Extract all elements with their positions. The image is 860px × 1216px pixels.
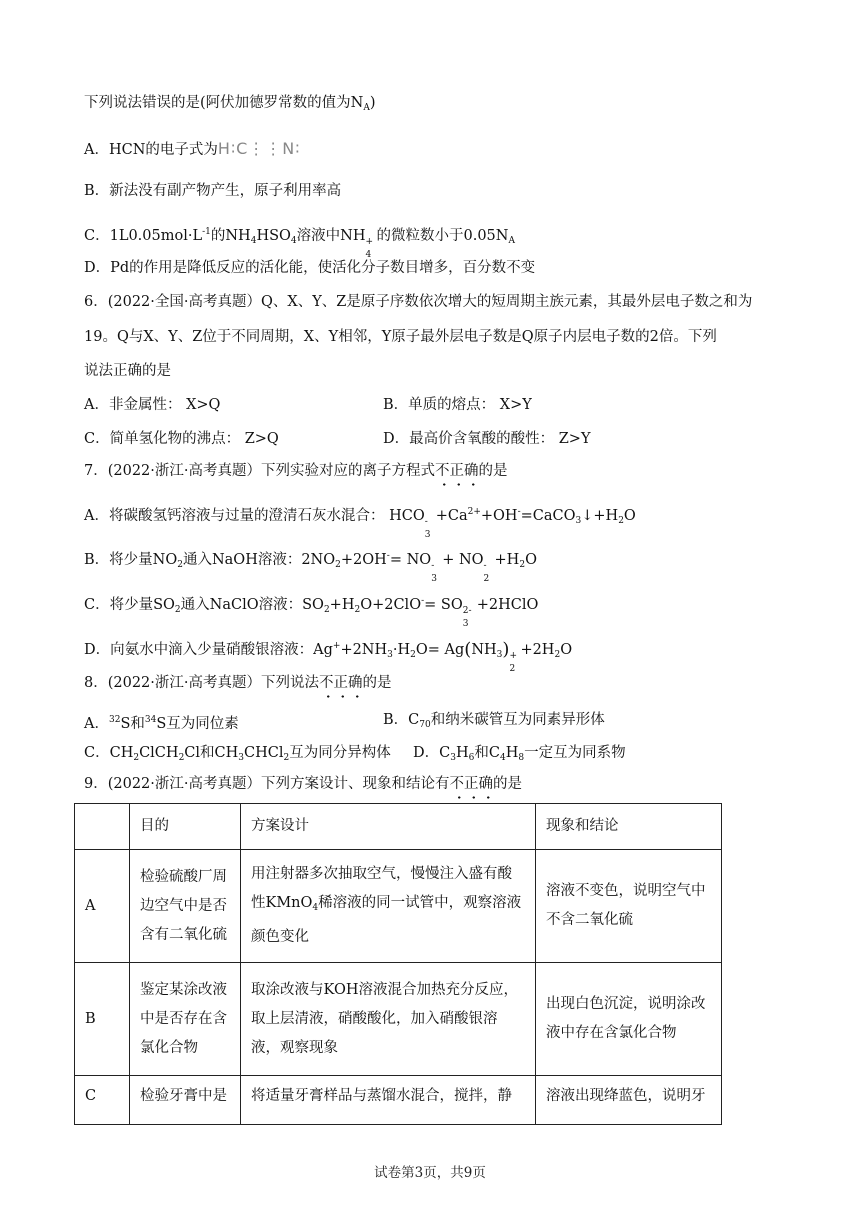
q8-option-d: D．$C_3H_6$和$C_4H_8$一定互为同系物: [413, 745, 626, 763]
row-label: B: [75, 963, 130, 1076]
q7-option-b: B．将少量$NO_2$通入NaOH溶液：$2NO_2+2OH^-=$ NO - 3 + NO - 2 $+H_2O$: [84, 551, 537, 584]
hcn-lewis-structure: H∶C⋮⋮N∶: [217, 139, 301, 158]
q6-stem-line3: 说法正确的是: [84, 363, 171, 379]
q7-option-c: C．将少量$SO_2$通入NaClO溶液：$SO_2+H_2O+2ClO^-=$ SO 2- 3 +2HClO: [84, 596, 539, 629]
table-row: [75, 1076, 722, 1125]
q6-option-a: A．非金属性： X>Q: [84, 397, 221, 413]
design-cell: 将适量牙膏样品与蒸馏水混合，搅拌，静: [241, 1076, 536, 1125]
q5-option-c: C．$1L0.05mol\cdot L^{-1}$的$NH_4HSO_4$溶液中NH + 4 的微粒数小于$0.05N_A$: [84, 227, 515, 260]
purpose-cell: 鉴定某涂改液中是否存在含氯化合物: [130, 963, 241, 1076]
table-header-cell: 目的: [130, 804, 241, 850]
emphasis-dots: 不正确: [449, 776, 494, 792]
q5-option-a: A．HCN的电子式为H∶C⋮⋮N∶: [84, 139, 301, 158]
q7-option-d: D．向氨水中滴入少量硝酸银溶液：$Ag^++2NH_3\cdot H_2O= Ag(NH_3)$ + 2 $+2H_2O$: [84, 639, 573, 674]
q8-option-b: B．$C_{70}$和纳米碳管互为同素异形体: [383, 712, 605, 730]
result-cell: 溶液不变色，说明空气中不含二氧化硫: [536, 850, 722, 963]
q6-option-b: B．单质的熔点： X>Y: [383, 397, 532, 413]
row-label: C: [75, 1076, 130, 1125]
result-cell: 出现白色沉淀，说明涂改液中存在含氯化合物: [536, 963, 722, 1076]
design-cell: 取涂改液与KOH溶液混合加热充分反应，取上层清液，硝酸酸化，加入硝酸银溶液，观察现象: [241, 963, 536, 1076]
page-footer: 试卷第3页，共9页: [374, 1165, 486, 1181]
table-row: [75, 850, 722, 963]
q7-stem: 7．(2022·浙江·高考真题）下列实验对应的离子方程式不正确的是: [84, 463, 508, 479]
q5-stem: 下列说法错误的是(阿伏加德罗常数的值为$N_A$): [84, 95, 376, 113]
q6-option-d: D．最高价含氧酸的酸性： Z>Y: [383, 431, 591, 447]
result-cell: 溶液出现绛蓝色，说明牙: [536, 1076, 722, 1125]
q8-option-a: A．$^{32}$S和$^{34}$S互为同位素: [84, 715, 239, 732]
table-row: [75, 963, 722, 1076]
q6-option-c: C．简单氢化物的沸点： Z>Q: [84, 431, 279, 447]
table-header-cell: 方案设计: [241, 804, 536, 850]
q9-table: [74, 803, 722, 1125]
table-header-row: [75, 804, 722, 850]
q6-stem-line1: 6．(2022·全国·高考真题）Q、X、Y、Z是原子序数依次增大的短周期主族元素，其最外层电子数之和为: [84, 294, 753, 310]
emphasis-dots: 不正确: [435, 463, 479, 479]
q9-stem: 9．(2022·浙江·高考真题）下列方案设计、现象和结论有不正确的是: [84, 776, 523, 792]
q7-option-a: A．将碳酸氢钙溶液与过量的澄清石灰水混合： HCO - 3 $+Ca^{2+}+OH^-=CaCO_3↓+H_2O$: [84, 507, 636, 540]
purpose-cell: 检验硫酸厂周边空气中是否含有二氧化硫: [130, 850, 241, 963]
q5-option-b: B．新法没有副产物产生，原子利用率高: [84, 183, 342, 199]
purpose-cell: 检验牙膏中是: [130, 1076, 241, 1125]
emphasis-dots: 不正确: [319, 675, 363, 691]
q8-option-c: C．$CH_2ClCH_2Cl$和$CH_3CHCl_2$互为同分异构体: [84, 745, 391, 763]
design-cell: 用注射器多次抽取空气，慢慢注入盛有酸性KMnO$_4$稀溶液的同一试管中，观察溶液颜色变化: [241, 850, 536, 963]
q6-stem-line2: 19。Q与X、Y、Z位于不同周期，X、Y相邻，Y原子最外层电子数是Q原子内层电子数的2倍。下列: [84, 329, 717, 345]
row-label: A: [75, 850, 130, 963]
table-header-cell: [75, 804, 130, 850]
q8-stem: 8．(2022·浙江·高考真题）下列说法不正确的是: [84, 675, 392, 691]
table-header-cell: 现象和结论: [536, 804, 722, 850]
q5-option-d: D．Pd的作用是降低反应的活化能，使活化分子数目增多，百分数不变: [84, 260, 536, 276]
